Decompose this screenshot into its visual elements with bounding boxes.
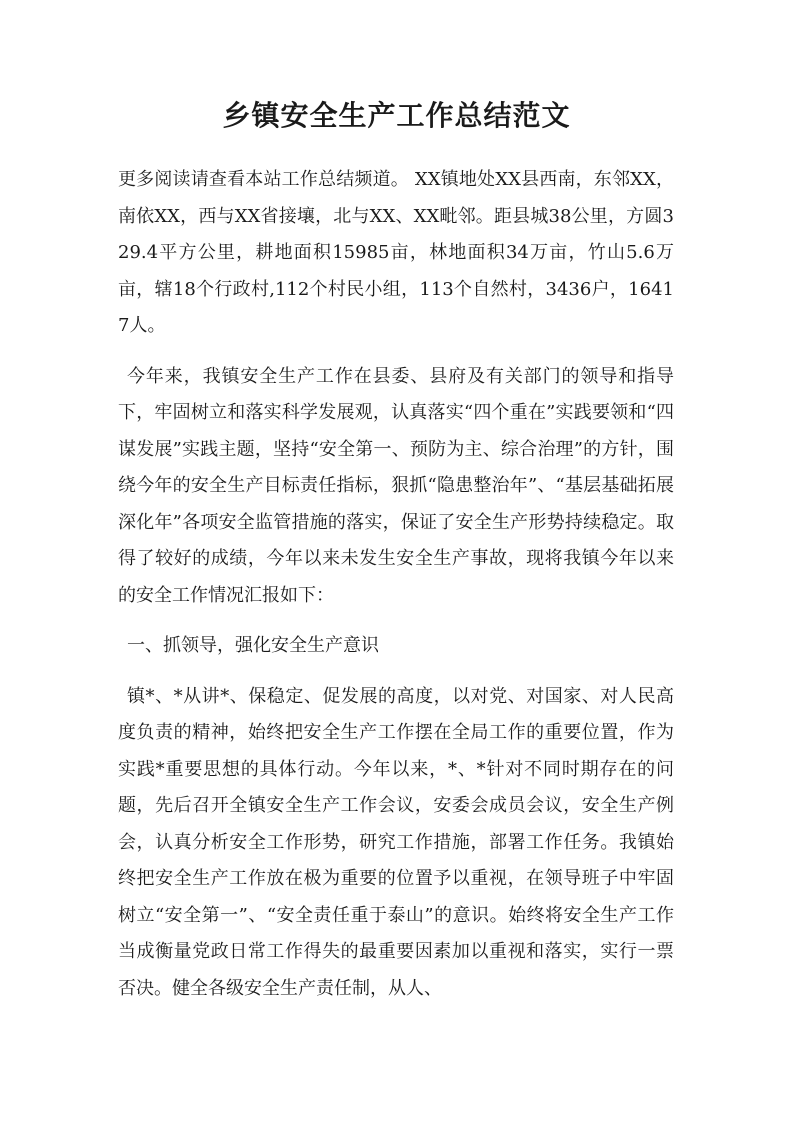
section-paragraph: 镇*、*从讲*、保稳定、促发展的高度，以对党、对国家、对人民高度负责的精神，始终把安全生产工作摆在全局工作的重要位置，作为实践*重要思想的具体行动。今年以来，*、*针对不同时期存在的问题，先后召开全镇安全生产工作会议，安委会成员会议，安全生产例会，认真分析安全工作形势，研究工作措施，部署工作任务。我镇始终把安全生产工作放在极为重要的位置予以重视，在领导班子中牢固树立“安全第一”、“安全责任重于泰山”的意识。始终将安全生产工作当成衡量党政日常工作得失的最重要因素加以重视和落实，实行一票否决。健全各级安全生产责任制，从人、 (118, 685, 674, 999)
summary-paragraph: 今年来，我镇安全生产工作在县委、县府及有关部门的领导和指导下，牢固树立和落实科学发展观，认真落实“四个重在”实践要领和“四谋发展”实践主题，坚持“安全第一、预防为主、综合治理”的方针，围绕今年的安全生产目标责任指标，狠抓“隐患整治年”、“基层基础拓展深化年”各项安全监管措施的落实，保证了安全生产形势持续稳定。取得了较好的成绩，今年以来未发生安全生产事故，现将我镇今年以来的安全工作情况汇报如下： (118, 365, 674, 606)
section-heading: 一、抓领导，强化安全生产意识 (127, 635, 379, 656)
intro-paragraph: 更多阅读请查看本站工作总结频道。 XX镇地处XX县西南，东邻XX，南依XX，西与XX省接壤，北与XX、XX毗邻。距县城38公里，方圆329.4平方公里，耕地面积15985亩，林地面积34万亩，竹山5.6万亩，辖18个行政村,112个村民小组，113个自然村，3436户，16417人。 (118, 169, 674, 336)
document-body (118, 162, 674, 1021)
document-title: 乡镇安全生产工作总结范文 (222, 99, 571, 132)
